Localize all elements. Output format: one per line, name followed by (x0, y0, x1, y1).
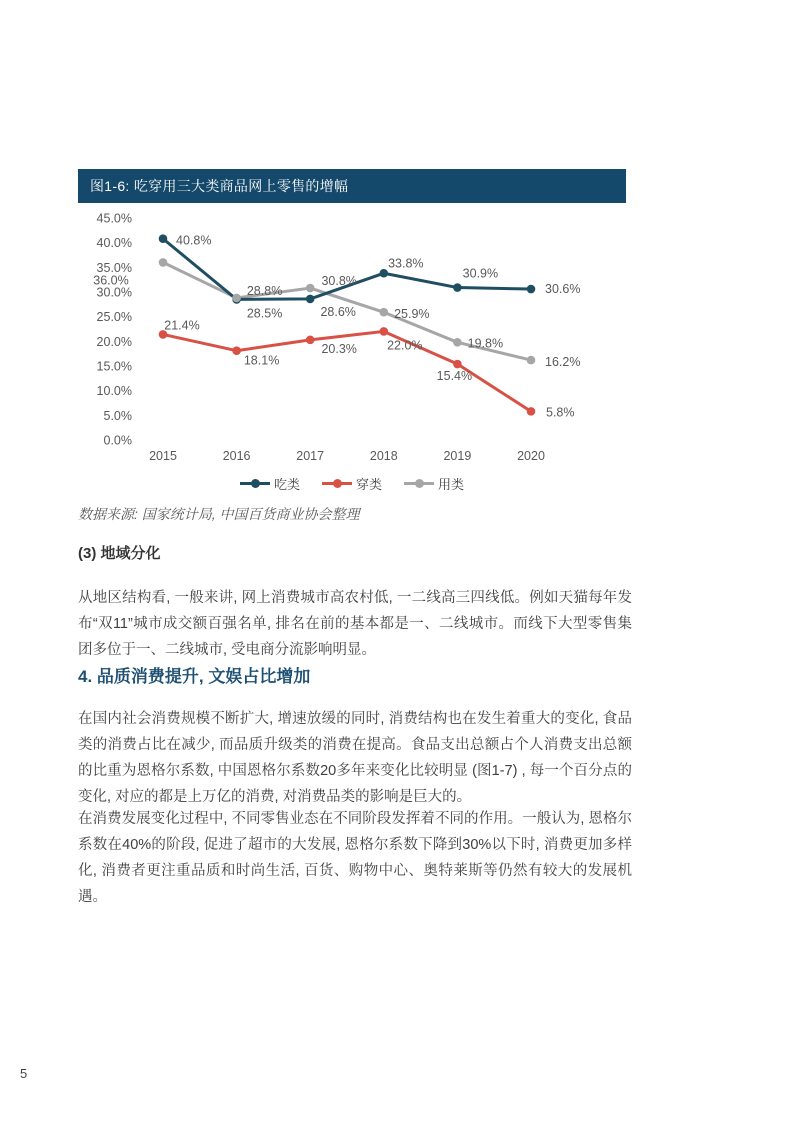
figure-title: 图1-6: 吃穿用三大类商品网上零售的增幅 (90, 178, 349, 194)
svg-text:28.5%: 28.5% (246, 306, 283, 321)
svg-text:28.6%: 28.6% (320, 304, 356, 319)
svg-text:2018: 2018 (369, 449, 398, 463)
svg-text:20.3%: 20.3% (321, 341, 357, 356)
svg-text:2020: 2020 (517, 449, 545, 463)
svg-text:25.9%: 25.9% (394, 307, 430, 322)
legend-item-用类 (404, 474, 464, 493)
svg-text:40.8%: 40.8% (176, 233, 212, 248)
figure-title-bar (78, 169, 626, 203)
svg-text:28.8%: 28.8% (246, 283, 283, 298)
chart-legend (78, 474, 626, 493)
svg-text:20.0%: 20.0% (96, 334, 132, 349)
svg-text:2015: 2015 (149, 449, 177, 463)
svg-text:33.8%: 33.8% (388, 256, 424, 271)
svg-text:21.4%: 21.4% (164, 318, 200, 333)
svg-text:40.0%: 40.0% (96, 236, 132, 251)
svg-text:18.1%: 18.1% (243, 353, 280, 368)
svg-text:10.0%: 10.0% (96, 384, 132, 399)
svg-text:2016: 2016 (222, 449, 251, 463)
legend-item-穿类 (322, 474, 382, 493)
section-heading-region: (3) 地域分化 (78, 545, 161, 562)
legend-label: 用类 (438, 477, 465, 492)
svg-text:5.0%: 5.0% (103, 408, 132, 423)
paragraph-quality-1: 在国内社会消费规模不断扩大, 增速放缓的同时, 消费结构也在发生着重大的变化, 食品类的消费占比在减少, 而品质升级类的消费在提高。食品支出总额占个人消费支出总额的比重为恩格尔系数, 中国恩格尔系数20多年来变化比较明显 (图1-7) , 每一个百分点的变化, 对应的都是上万亿的消费, 对消费品类的影响是巨大的。 (78, 711, 632, 805)
legend-line-dot-icon (404, 479, 434, 488)
section-heading-quality: 4. 品质消费提升, 文娱占比增加 (78, 667, 311, 686)
svg-text:2019: 2019 (443, 449, 472, 463)
svg-text:30.8%: 30.8% (321, 274, 357, 289)
svg-text:16.2%: 16.2% (545, 355, 581, 370)
page-number: 5 (20, 1066, 28, 1081)
svg-text:15.4%: 15.4% (436, 369, 473, 384)
svg-text:45.0%: 45.0% (96, 211, 132, 226)
svg-text:25.0%: 25.0% (96, 310, 132, 325)
svg-text:0.0%: 0.0% (103, 433, 132, 448)
svg-text:5.8%: 5.8% (546, 405, 575, 420)
legend-line-dot-icon (322, 479, 352, 488)
svg-text:30.6%: 30.6% (545, 282, 581, 297)
svg-text:30.0%: 30.0% (96, 285, 132, 300)
legend-line-dot-icon (240, 479, 270, 488)
legend-label: 穿类 (355, 477, 382, 492)
svg-text:22.0%: 22.0% (387, 338, 423, 353)
paragraph-quality-2: 在消费发展变化过程中, 不同零售业态在不同阶段发挥着不同的作用。一般认为, 恩格尔系数在40%的阶段, 促进了超市的大发展, 恩格尔系数下降到30%以下时, 消费更加多样化, 消费者更注重品质和时尚生活, 百货、购物中心、奥特莱斯等仍然有较大的发展机遇。 (78, 811, 632, 905)
svg-text:36.0%: 36.0% (93, 273, 129, 288)
svg-text:19.8%: 19.8% (467, 336, 504, 351)
legend-item-吃类 (240, 474, 300, 493)
chart-source: 数据来源: 国家统计局, 中国百货商业协会整理 (78, 506, 360, 522)
svg-text:35.0%: 35.0% (96, 260, 132, 275)
retail-growth-chart (78, 205, 738, 467)
svg-text:15.0%: 15.0% (96, 359, 132, 374)
legend-label: 吃类 (273, 477, 300, 492)
svg-text:2017: 2017 (296, 449, 325, 463)
paragraph-region: 从地区结构看, 一般来讲, 网上消费城市高农村低, 一二线高三四线低。例如天猫每年发布“双11”城市成交额百强名单, 排名在前的基本都是一、二线城市。而线下大型零售集团多位于一、二线城市, 受电商分流影响明显。 (78, 590, 632, 658)
svg-text:30.9%: 30.9% (462, 266, 499, 281)
